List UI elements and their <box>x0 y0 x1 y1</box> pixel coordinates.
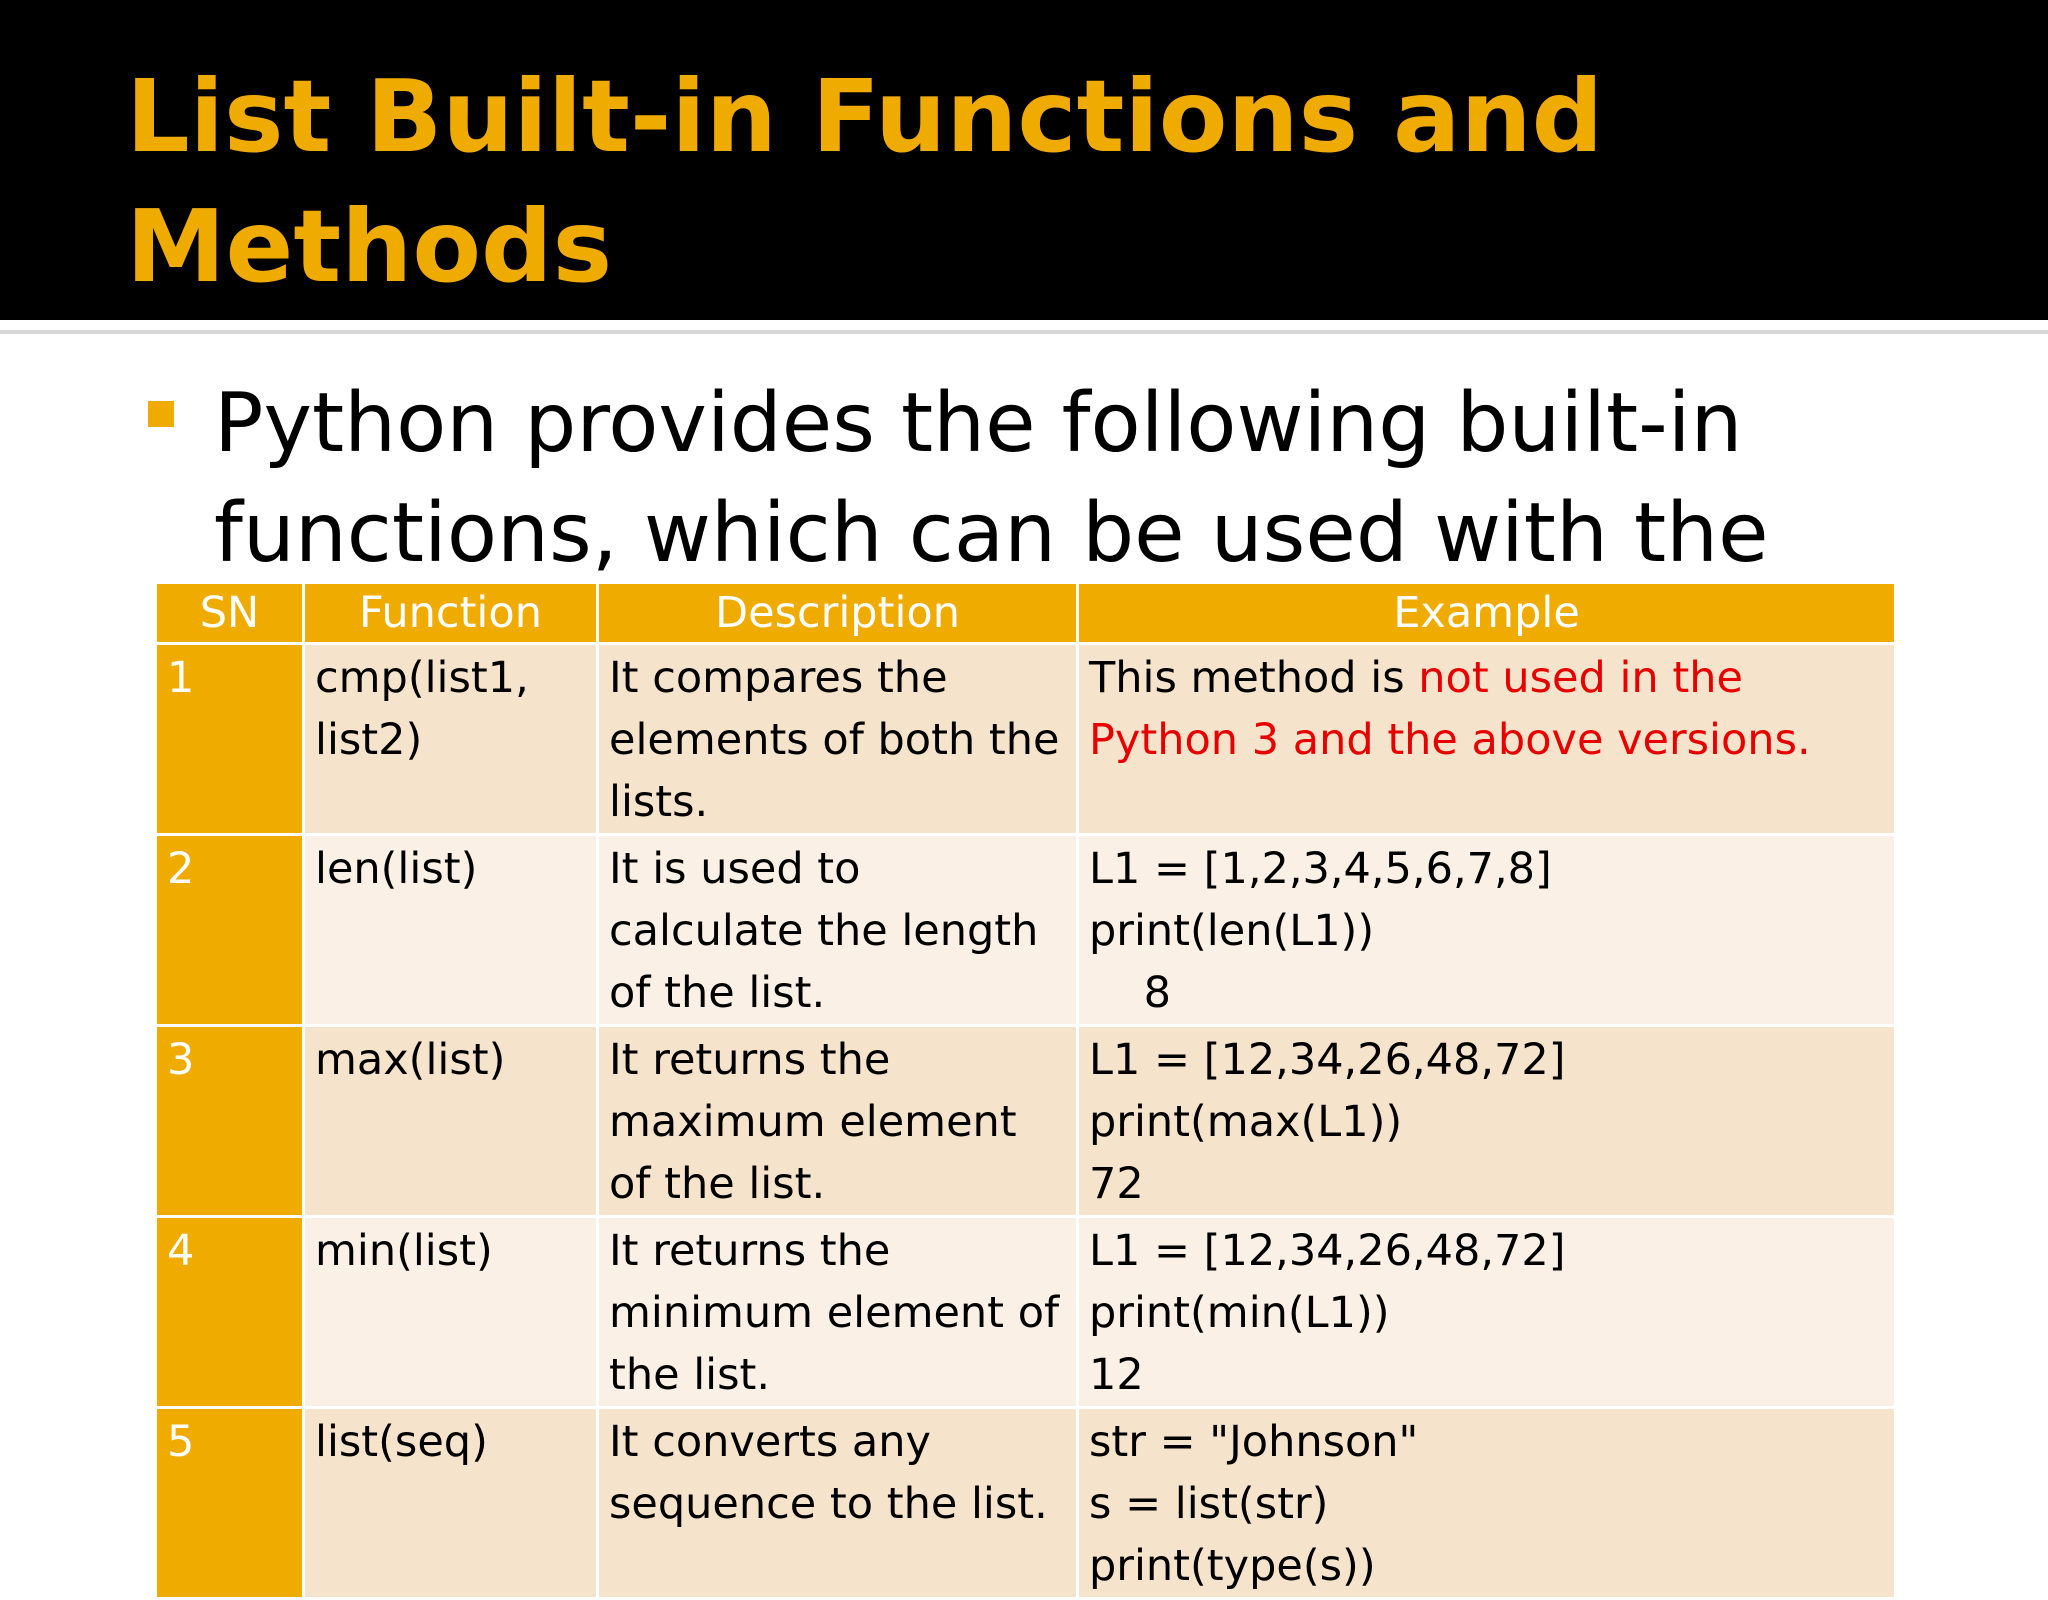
row-example: str = "Johnson" s = list(str) print(type(s)) <box>1078 1408 1896 1599</box>
row-sn: 1 <box>156 644 304 835</box>
row-sn: 4 <box>156 1217 304 1408</box>
bullet-square-icon <box>148 401 174 427</box>
header-function: Function <box>304 583 598 644</box>
table-row <box>156 835 1896 1026</box>
row-function: list(seq) <box>304 1408 598 1599</box>
table-row <box>156 1026 1896 1217</box>
header-example: Example <box>1078 583 1896 644</box>
row-description: It compares the elements of both the lists. <box>598 644 1078 835</box>
header-sn: SN <box>156 583 304 644</box>
row-description: It is used to calculate the length of the list. <box>598 835 1078 1026</box>
row-example: L1 = [12,34,26,48,72] print(min(L1)) 12 <box>1078 1217 1896 1408</box>
row-description: It returns the maximum element of the list. <box>598 1026 1078 1217</box>
example-text: This method is <box>1089 653 1419 703</box>
title-divider <box>0 330 2048 334</box>
row-function: max(list) <box>304 1026 598 1217</box>
table-row <box>156 644 1896 835</box>
row-example: L1 = [12,34,26,48,72] print(max(L1)) 72 <box>1078 1026 1896 1217</box>
row-description: It converts any sequence to the list. <box>598 1408 1078 1599</box>
row-description: It returns the minimum element of the list. <box>598 1217 1078 1408</box>
row-function: min(list) <box>304 1217 598 1408</box>
row-function: cmp(list1, list2) <box>304 644 598 835</box>
row-function: len(list) <box>304 835 598 1026</box>
functions-table <box>154 581 1897 1600</box>
row-example <box>1078 644 1896 835</box>
table-row <box>156 1217 1896 1408</box>
example-warning-text: not used in the Python 3 and the above versions. <box>1089 653 1811 765</box>
table-header-row <box>156 583 1896 644</box>
row-sn: 2 <box>156 835 304 1026</box>
header-description: Description <box>598 583 1078 644</box>
row-sn: 3 <box>156 1026 304 1217</box>
bullet-text: Python provides the following built-in functions, which can be used with the <box>214 376 1769 581</box>
slide-title: List Built-in Functions and Methods <box>126 58 1604 305</box>
row-sn: 5 <box>156 1408 304 1599</box>
row-example: L1 = [1,2,3,4,5,6,7,8] print(len(L1)) 8 <box>1078 835 1896 1026</box>
table-row <box>156 1408 1896 1599</box>
